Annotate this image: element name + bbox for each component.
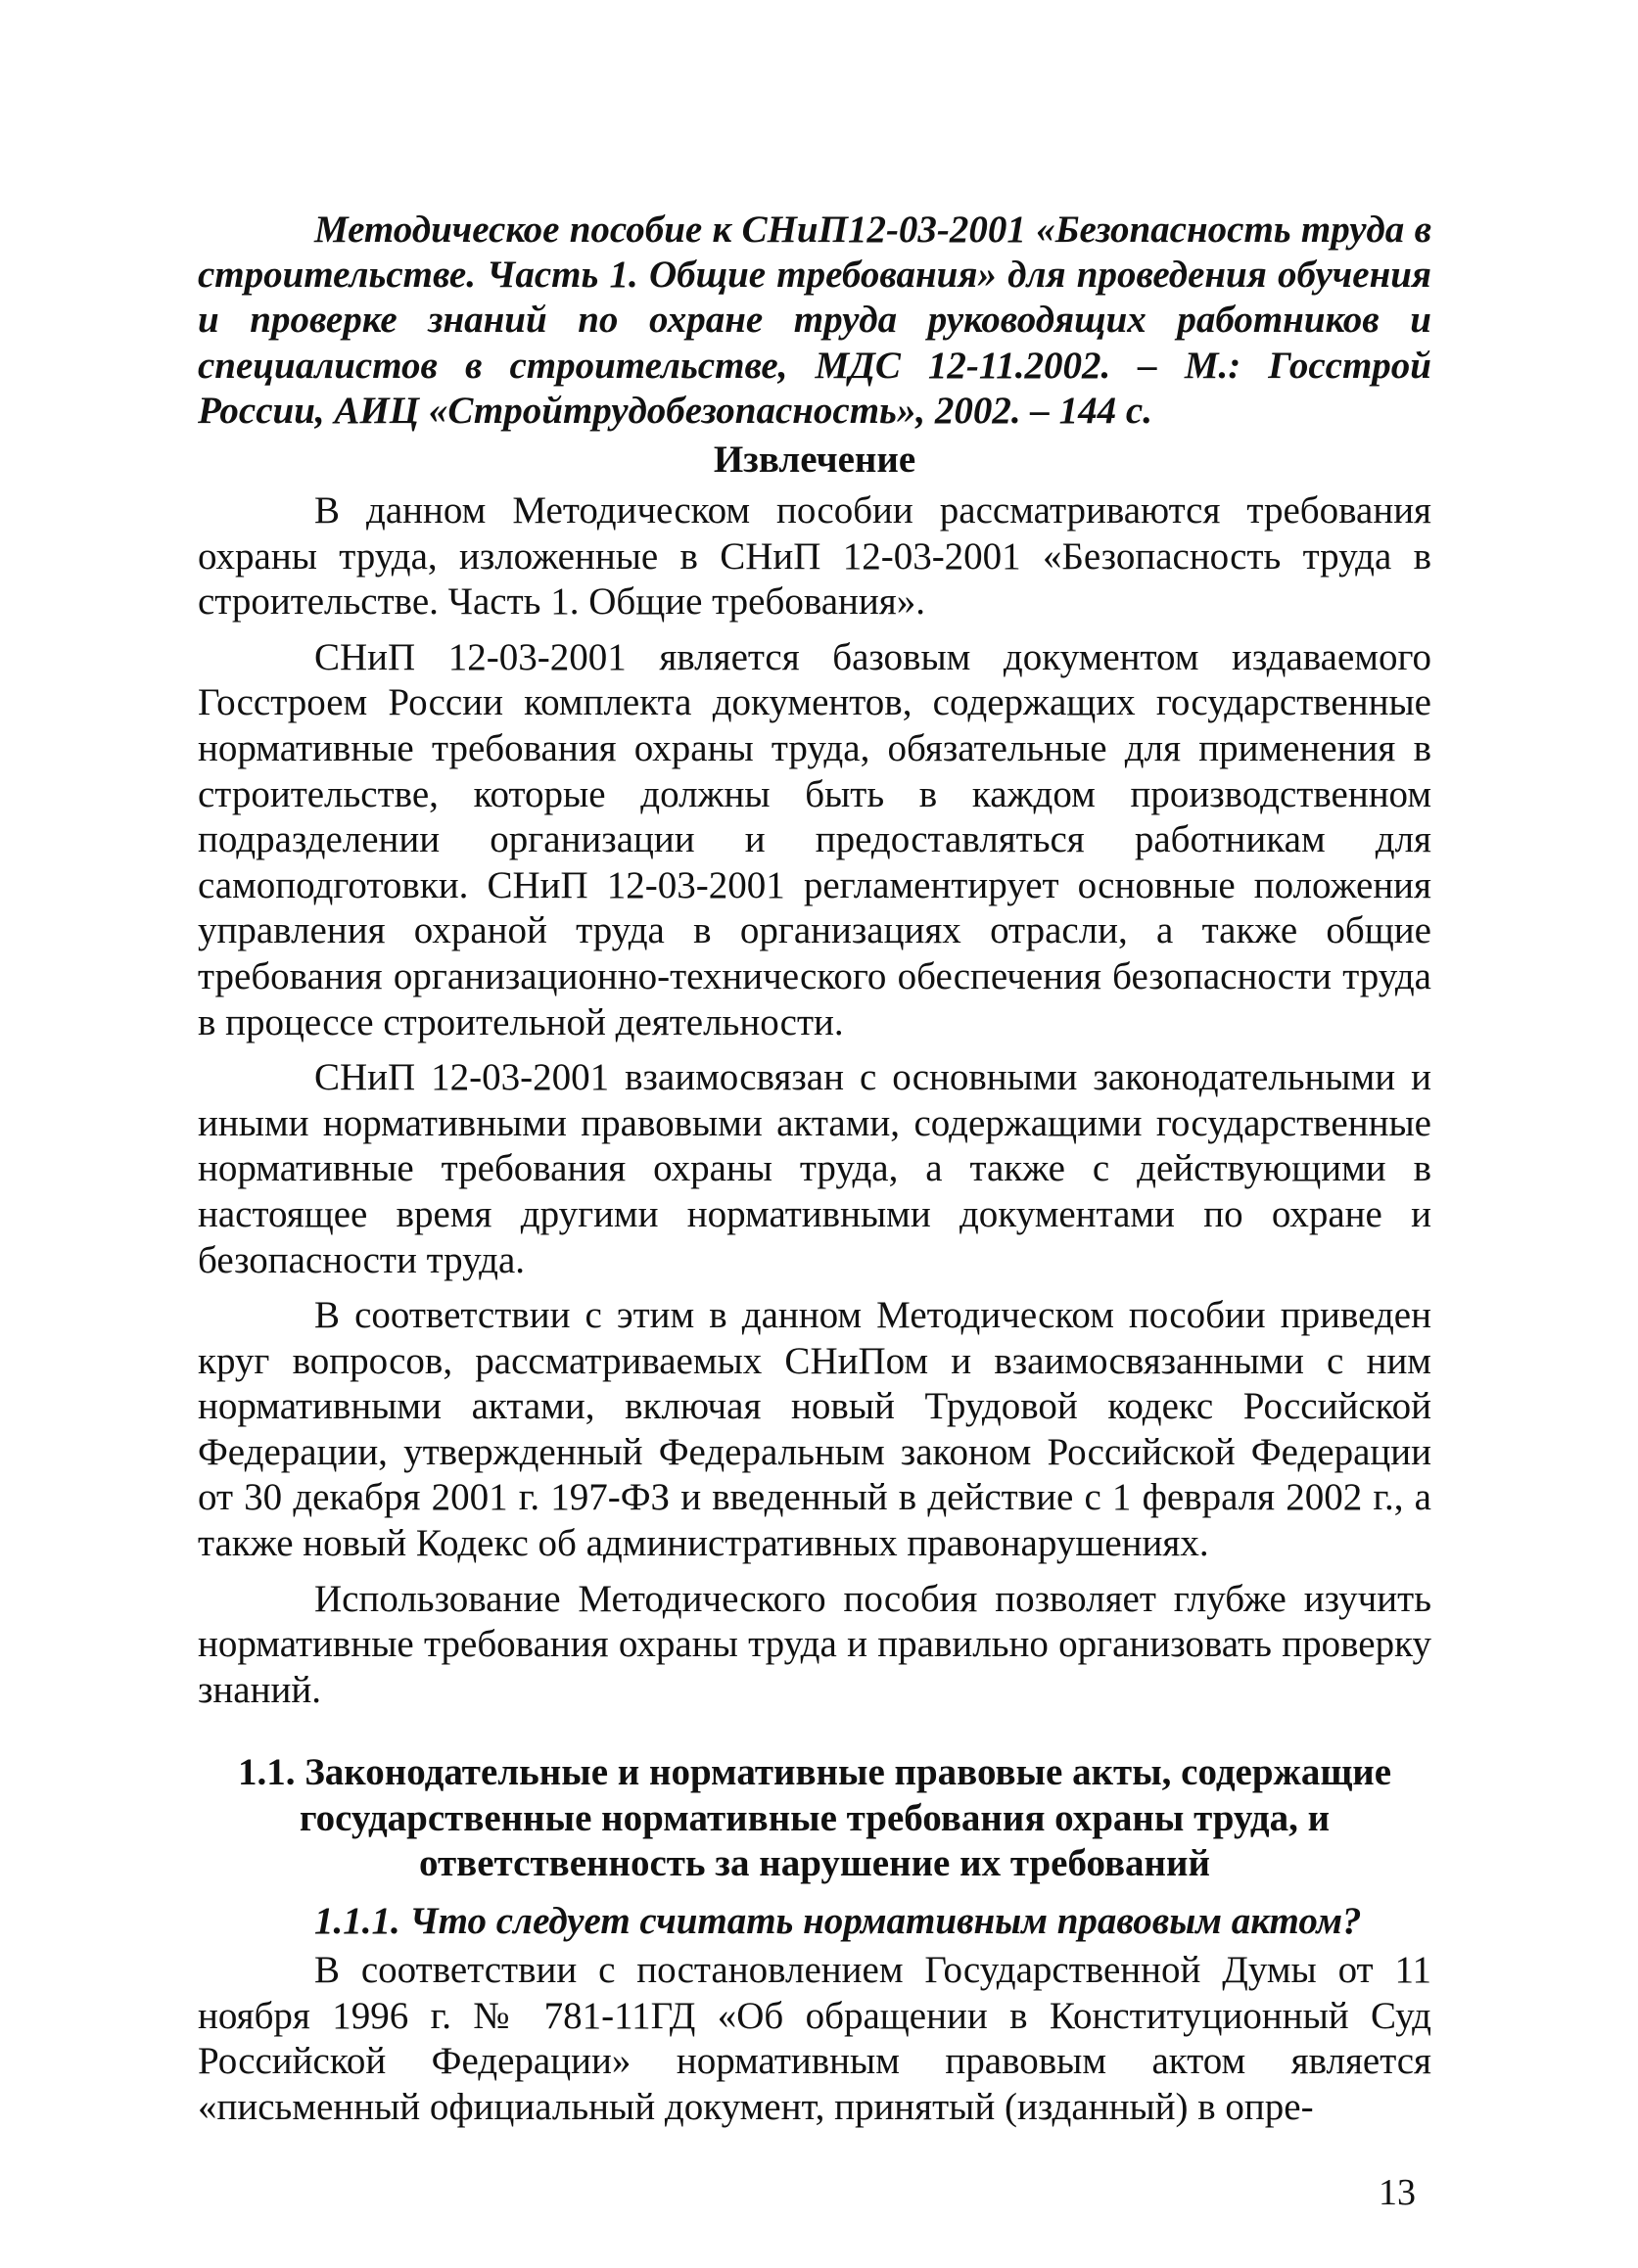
paragraph-snip-base: СНиП 12-03-2001 является базовым документом издаваемого Госстроем России комплекта документов, содержащих государственные нормативные требования охраны труда, обязательные для применения в строительстве, которые должны быть в каждом производственном подразделении организации и предоставляться работникам для самоподготовки. СНиП 12-03-2001 регламентирует основные положения управления охраной труда в организациях отрасли, а также общие требования организационно-технического обеспечения безопасности труда в процессе строительной деятельности. — [198, 635, 1431, 1043]
subsection-title: 1.1.1. Что следует считать нормативным правовым актом? — [314, 1899, 1362, 1942]
document-page — [198, 208, 1431, 2130]
paragraph-scope: В соответствии с этим в данном Методическом пособии приведен круг вопросов, рассматриваемых СНиПом и взаимосвязанными с ним нормативными актами, включая новый Трудовой кодекс Российской Федерации, утвержденный Федеральным законом Российской Федерации от 30 декабря 2001 г. 197-ФЗ и введенный в действие с 1 февраля 2002 г., а также новый Кодекс об административных правонарушениях. — [198, 1294, 1431, 1565]
extract-heading: Извлечение — [713, 439, 916, 482]
paragraph-snip-related: СНиП 12-03-2001 взаимосвязан с основными законодательными и иными нормативными правовыми актами, содержащими государственные нормативные требования охраны труда, а также с действующими в настоящее время другими нормативными документами по охране и безопасности труда. — [198, 1056, 1431, 1281]
paragraph-intro: В данном Методическом пособии рассматриваются требования охраны труда, изложенные в СНиП 12-03-2001 «Безопасность труда в строительстве. Часть 1. Общие требования». — [198, 489, 1431, 624]
bibliographic-reference: Методическое пособие к СНиП12-03-2001 «Безопасность труда в строительстве. Часть 1. Общие требования» для проведения обучения и проверке знаний по охране труда руководящих работников и специалистов в строительстве, МДС 12-11.2002. – М.: Госстрой России, АИЦ «Стройтрудобезопасность», 2002. – 144 с. — [198, 208, 1431, 432]
paragraph-usage: Использование Методического пособия позволяет глубже изучить нормативные требования охраны труда и правильно организовать проверку знаний. — [198, 1577, 1431, 1711]
section-title: 1.1. Законодательные и нормативные правовые акты, содержащие государственные нормативные требования охраны труда, и ответственность за нарушение их требований — [237, 1751, 1392, 1885]
page-number: 13 — [1379, 2172, 1416, 2213]
paragraph-definition: В соответствии с постановлением Государственной Думы от 11 ноября 1996 г. № 781-11ГД «Об обращении в Конституционный Суд Российской Федерации» нормативным правовым актом является «письменный официальный документ, принятый (изданный) в опре- — [198, 1948, 1431, 2128]
